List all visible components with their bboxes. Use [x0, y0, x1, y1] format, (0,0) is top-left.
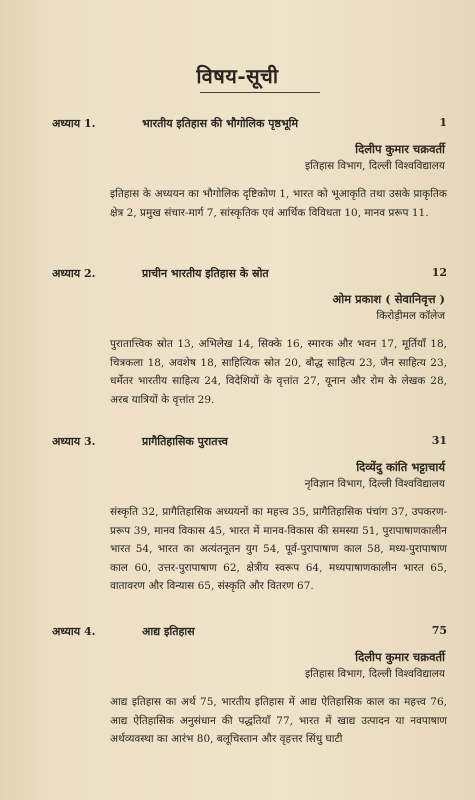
chapter-entry-4	[52, 624, 447, 749]
chapter-title: प्राचीन भारतीय इतिहास के स्रोत	[142, 267, 269, 280]
chapter-department: नृविज्ञान विभाग, दिल्ली विश्वविद्यालय	[304, 478, 445, 490]
chapter-author: दिलीप कुमार चक्रवर्ती	[355, 650, 445, 664]
chapter-department: इतिहास विभाग, दिल्ली विश्वविद्यालय	[304, 160, 445, 172]
chapter-label: अध्याय 2.	[52, 267, 96, 280]
chapter-page-number: 31	[431, 434, 447, 447]
chapter-department: इतिहास विभाग, दिल्ली विश्वविद्यालय	[304, 668, 445, 680]
title-underline	[200, 92, 320, 93]
chapter-entry-1	[52, 116, 447, 222]
chapter-entry-3	[52, 434, 447, 596]
chapter-label: अध्याय 3.	[52, 435, 96, 448]
chapter-title: प्रागैतिहासिक पुरातत्त्व	[142, 435, 228, 448]
chapter-page-number: 75	[431, 624, 447, 637]
chapter-contents: पुरातात्त्विक स्रोत 13, अभिलेख 14, सिक्के 16, स्मारक और भवन 17, मूर्तियाँ 18, चित्रकला 18, अवशेष 18, साहित्यिक स्रोत 20, बौद्ध साहित्य 23, जैन साहित्य 23, धर्मेतर भारतीय साहित्य 24, विदेशियों के वृत्तांत 27, यूनान और रोम के लेखक 28, अरब यात्रियों के वृत्तांत 29.	[110, 338, 447, 406]
chapter-label: अध्याय 1.	[52, 117, 96, 130]
page-title-wrap	[0, 62, 475, 89]
page-title: विषय-सूची	[196, 64, 279, 88]
chapter-label: अध्याय 4.	[52, 625, 96, 638]
chapter-contents: आद्य इतिहास का अर्थ 75, भारतीय इतिहास में आद्य ऐतिहासिक काल का महत्त्व 76, आद्य ऐतिहासिक अनुसंधान की पद्धतियाँ 77, भारत में खाद्य उत्पादन या नवपाषाण अर्थव्यवस्था का आरंभ 80, बलूचिस्तान और वृहत्तर सिंधु घाटी	[110, 696, 447, 745]
chapter-contents: संस्कृति 32, प्रागैतिहासिक अध्ययनों का महत्त्व 35, प्रागैतिहासिक पंचांग 37, उपकरण-प्ररूप 39, मानव विकास 45, भारत में मानव-विकास की समस्या 51, पुरापाषाणकालीन भारत 54, भारत का अत्यंतनूतन युग 54, पूर्व-पुरापाषाण काल 58, मध्य-पुरापाषाण काल 60, उत्तर-पुरापाषाण 62, क्षेत्रीय स्वरूप 64, मध्यपाषाणकालीन भारत 65, वातावरण और विन्यास 65, संस्कृति और वितरण 67.	[110, 506, 447, 592]
chapter-page-number: 12	[431, 266, 447, 279]
chapter-author: दिव्येंदु कांति भट्टाचार्य	[356, 460, 445, 474]
chapter-department: किरोड़ीमल कॉलेज	[376, 310, 445, 322]
chapter-entry-2	[52, 266, 447, 409]
chapter-contents: इतिहास के अध्ययन का भौगोलिक दृष्टिकोण 1, भारत को भूआकृति तथा उसके प्राकृतिक क्षेत्र 2, प्रमुख संचार-मार्ग 7, सांस्कृतिक एवं आर्थिक विविधता 10, मानव प्ररूप 11.	[110, 188, 447, 219]
chapter-page-number: 1	[439, 116, 447, 129]
chapter-title: भारतीय इतिहास की भौगोलिक पृष्ठभूमि	[142, 117, 299, 130]
chapter-author: ओम प्रकाश ( सेवानिवृत्त )	[332, 292, 445, 306]
chapter-author: दिलीप कुमार चक्रवर्ती	[355, 142, 445, 156]
chapter-title: आद्य इतिहास	[142, 625, 195, 638]
